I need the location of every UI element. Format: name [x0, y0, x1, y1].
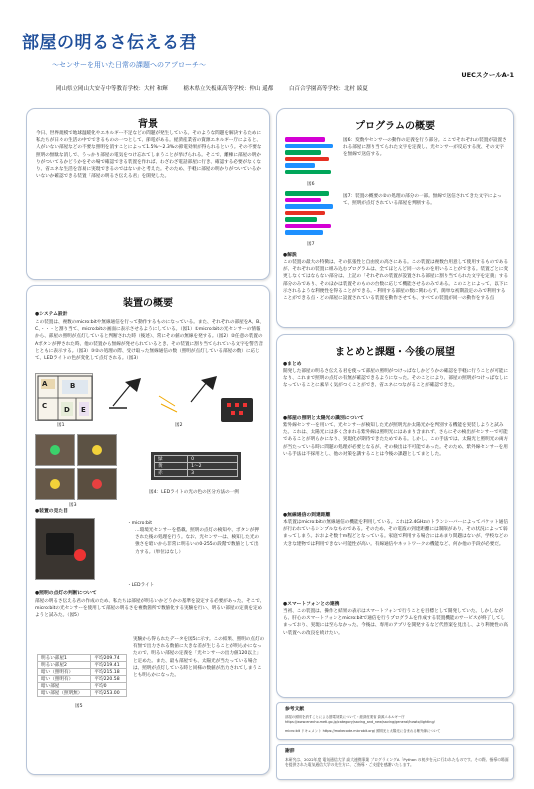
summary-heading: まとめと課題・今後の展望 — [335, 347, 455, 358]
led-label: ・LEDライト — [127, 583, 155, 588]
device-section — [26, 285, 270, 775]
fig6-label: 図6 — [307, 182, 315, 187]
measurement-data — [37, 654, 127, 697]
fig5-text: 実験から得られたデータを図5に示す。この結果、照明の点灯の有無で出力される数値に大きな差が生じることが明らかになったので、明るい部屋の定義を「光センサーの出力値120以上」と定めた。また、最も部屋でも、太陽光が当たっている場合は、照明が点灯している時と同様の数値が出力されてしまうことも明らかになった。 — [133, 637, 265, 679]
fig2-caption: 図2 — [175, 423, 183, 428]
table-cell: 平均0 — [91, 683, 127, 690]
table-row — [38, 676, 127, 683]
table-cell: 3 — [188, 470, 238, 477]
acknowledgement-text: 本研究は、2022年度 電気通信大学 高大連携事業 プログラミングA「Python の初歩を元に行われたものです。その際、指導の場面を提供された電気通信大学の先生方に、ご指導・ご支援を感謝いたします。 — [285, 757, 509, 768]
led-color-table — [151, 452, 241, 480]
floor-plan-figure — [35, 373, 93, 421]
issue3-text: 当初、この装置は、操作と結果の表示はスマートフォンで行うことを目標として開発していた。しかしながら、肝心のスマートフォンとmicro:bitで通信を行うプログラムを作成する装置機能のサービスが終了してしまっており、実現には至らなかった。今後は、専用のアプリを開発するなど代替案を見出し、より利便性の高い装置への改良を続けたい。 — [283, 609, 508, 636]
author-2: 栃木県立矢板東高等学校：仲山 遥都 — [183, 86, 274, 92]
poster-title: 部屋の明るさ伝える君 — [22, 33, 197, 53]
room-label-c: C — [42, 402, 48, 410]
references-heading: 参考文献 — [285, 707, 305, 712]
background-heading: 背景 — [138, 119, 158, 130]
table-cell: 0 — [188, 456, 238, 463]
table-cell: 平均253.00 — [91, 690, 127, 697]
analysis-text: この装置の最大の特徴は、その拡張性と自由度の高さにある。この装置は複数台用意して使用するものであるが、それぞれの装置に組み込むプログラムは、全てほとんど同一のものを用いることができる。装置ごとに変更しなくてはならない部分は、上記の「それぞれの装置が設置される部屋に割り当てられた文字を定義」する部分のみであり、そのほかは装置そのものの台数に応じて機能させるのみである。このことによって、以下に示されるような利便性を得ることができる。・利用する部屋の数に関わらず、簡単な初期設定のみで利用することができる点・どの部屋に設置されている装置を動作させても、すべての装置が同一の動作をする点 — [283, 260, 509, 302]
fig6-text: 図6：変数やセンサーの動作の定義を行う部分。ここでそれぞれの装置が設置される部屋に割り当てられた文字を定義し、光センサーが反応する度、その文字を無線で送信する。 — [343, 138, 507, 158]
references-section — [276, 702, 514, 740]
photo-device-1 — [35, 434, 75, 466]
acknowledgement-heading: 謝辞 — [285, 749, 295, 754]
microbit-description: …環境光センサーを搭載。照明の点灯の検知や、ボタンが押された後の処理を行う。なお、光センサーは、検知した光の強さを暗いから非常に明るいの0-255の段階で数値として出力する。（単位はなし） — [135, 528, 260, 555]
led-table — [154, 455, 238, 477]
room-label-d: D — [64, 406, 70, 414]
table-cell: 暗い部屋（照明無） — [38, 690, 91, 697]
table-cell: 緑 — [155, 456, 188, 463]
table-row — [155, 463, 238, 470]
fig4-caption: 図4：LEDライトの光の色の区分方法の一例 — [149, 490, 239, 495]
table-row — [38, 669, 127, 676]
judgement-text: 部屋の明るさ伝える君の作成のため、私たちは部屋が明るいかどうかの基準を設定する必要があった。そこで、micro:bitの光センサーを使用して部屋の明るさを複数箇所で数値化する実験を行い、明るい部屋の定義を定めようと試みた。（図5） — [35, 599, 265, 619]
code-blocks-fig7 — [285, 191, 337, 241]
fig5-caption: 図5 — [75, 704, 83, 709]
table-cell: 明るい部屋1 — [38, 655, 91, 662]
room-label-a: A — [42, 380, 48, 388]
authors-line — [56, 84, 382, 92]
appearance-title: ●装置の見た目 — [35, 509, 68, 514]
fig3-caption: 図3 — [69, 503, 77, 508]
fig7-text: 図7：装置の概要の②の処理の部分の一部。無線で送信されてきた文字によって、照明が点灯されている部屋を判断する。 — [343, 194, 502, 207]
team-label: UECスクールA-1 — [461, 71, 514, 79]
issue2-title: ●無線通信の到達距離 — [283, 513, 331, 518]
table-row — [155, 470, 238, 477]
photo-device-3 — [35, 468, 75, 500]
table-cell: 赤 — [155, 470, 188, 477]
summary-section — [276, 334, 514, 698]
system-design-title: ●システム設計 — [35, 312, 68, 317]
room-label-b: B — [70, 382, 76, 390]
issue3-title: ●スマートフォンとの連携 — [283, 602, 340, 607]
table-cell: 明るい部屋2 — [38, 662, 91, 669]
table-cell: 平均219.41 — [91, 662, 127, 669]
table-row — [38, 690, 127, 697]
lamp-diagram-figure — [103, 372, 263, 426]
background-text: 今日、世界規模で地球温暖化やエネルギー不足などの問題が発生している。そのような問題を解決するために私たちが日々の生活の中でできるものの一つとして、節電がある。経済産業省の資源エネルギー庁によると、人がいない部屋などの不要な照明を消すことによって1.5%〜2.3%の節電効果が得られるという。その不要な照明の無駄な消しで、うっかり部屋の電気をつけ忘れてしまうことが挙げられる。そこで、離棟に部屋の明かりがついてるかどうかをその場で確認できる装置を作れば、わざわざ電話部屋に行き、確認する必要がなくなり、省エネな生活を容易に実現できるのではないかと考えた。そのため、手軽に部屋の明かりがついているかいないか確認できる装置「部屋の明るさ伝える君」を開発した。 — [36, 131, 262, 180]
device-heading: 装置の概要 — [123, 298, 173, 309]
issue1-text: 紫外線センサーを用いて、光センサーが検知した光が照明光か太陽光かを判別する機能を実装しようと試みた。これは、太陽光には多く含まれる紫外線は照明光にはあまり含まれず、さらにその検出がセンサーで可能であることが明らかになり、実現化が期待できたためである。しかし、この手法では、太陽光と照明光の両方が当たっている時に問題の処理が必要となるが、その検出は不可能であった。そのため、紫外線センサーを用いる手法は不採用とし、他の対策を講することは今後の課題としてまとした。 — [283, 423, 509, 457]
table-cell: 暗い（照明有） — [38, 676, 91, 683]
code-blocks-fig6 — [285, 137, 337, 181]
table-row — [38, 655, 127, 662]
device-photo — [35, 518, 95, 580]
author-3: 白百合学園高等学校：北村 綾夏 — [289, 86, 368, 92]
table-cell: 黄 — [155, 463, 188, 470]
microbit-label: ・micro:bit — [127, 521, 153, 526]
fig1-caption: 図1 — [57, 423, 65, 428]
photo-device-2 — [77, 434, 117, 466]
table-row — [38, 662, 127, 669]
summary-title: ●まとめ — [283, 362, 302, 367]
judgement-title: ●照明の点灯の判断について — [35, 591, 97, 596]
reference-item-1: 部屋の照明を消すことによる節電効果について・経済産業省 資源エネルギー庁 https://www.enecho.meti.go.jp/category/saving_and_new/saving/general/howto/lighting/ — [285, 715, 435, 724]
lamp-diagram-drawing — [103, 372, 263, 426]
measurement-table — [37, 654, 127, 697]
room-label-e: E — [81, 406, 86, 414]
fig7-label: 図7 — [307, 242, 315, 247]
issue2-text: 本装置はmicro:bitの無線通信の機能を利用している。これは2.4GHzのトランシーバーによってパケット通信が行われているシンプルなものである。そのため、その電波の到達距離には制限があり、その状況によって弱まってしまう。おおよそ数十m程どとなっている。家庭で利用する場合にはあまり問題はないが、学校などの大きな建物では利用できない可能性が高い。有線通信やネットワークの機能など、何か他の手段が必要だ。 — [283, 520, 508, 547]
table-cell: 平均220.58 — [91, 676, 127, 683]
acknowledgement-section — [276, 744, 514, 780]
table-cell: 1〜2 — [188, 463, 238, 470]
program-heading: プログラムの概要 — [355, 121, 435, 132]
issue1-title: ●部屋の照明と太陽光の識別について — [283, 416, 364, 421]
program-section — [276, 108, 514, 328]
background-section — [26, 108, 270, 280]
summary-text: 開発した部屋の明るさ伝える君を使って部屋の照明がつけっぱなしかどうかの確認を手軽に行うことが可能になり、これまで照明の点灯の有無が確認できるようになった。そのことにより、部屋の照明がつけっぱなしになっていることに素早く気がつくことができ、省エネにつながることが確認できた。 — [283, 369, 509, 389]
analysis-title: ●解説 — [283, 253, 297, 258]
table-row — [38, 683, 127, 690]
poster-subtitle: 〜センサーを用いた日常の課題へのアプローチ〜 — [52, 61, 206, 69]
table-cell: 平均215.18 — [91, 669, 127, 676]
reference-item-2: micro:bit ドキュメント https://makecode.microbit.org/ 照明光と太陽光に含まれる紫外線について — [285, 729, 441, 733]
photo-device-4 — [77, 468, 117, 500]
table-cell: 暗い部屋 — [38, 683, 91, 690]
system-design-text: この装置は、複数のmicro:bitや無線通信を行って動作するものになっている。また、それぞれの部屋をA、B、C、・・・と割り当て、micro:bitの画面に表示させるようにしている。（図1）①micro:bitの光センサーの情報から、部屋の照明が点灯していると判断された時（後述）、常にその値の無線を発する。（図2）②任意の装置のAボタンが押された時、他の装置から無線が発せられているとき、その装置に割り当てられている文字を警告音とともに表示する。（図3）③②の処理の際、受け取った無線通信の数（照明が点灯している部屋の数）に応じて、LEDライトの色が変化して点灯される。（図3） — [35, 320, 264, 362]
table-cell: 暗い（照明有） — [38, 669, 91, 676]
table-cell: 平均209.74 — [91, 655, 127, 662]
author-1: 岡山県立岡山大安寺中等教育学校：大村 和輝 — [56, 86, 168, 92]
table-row — [155, 456, 238, 463]
